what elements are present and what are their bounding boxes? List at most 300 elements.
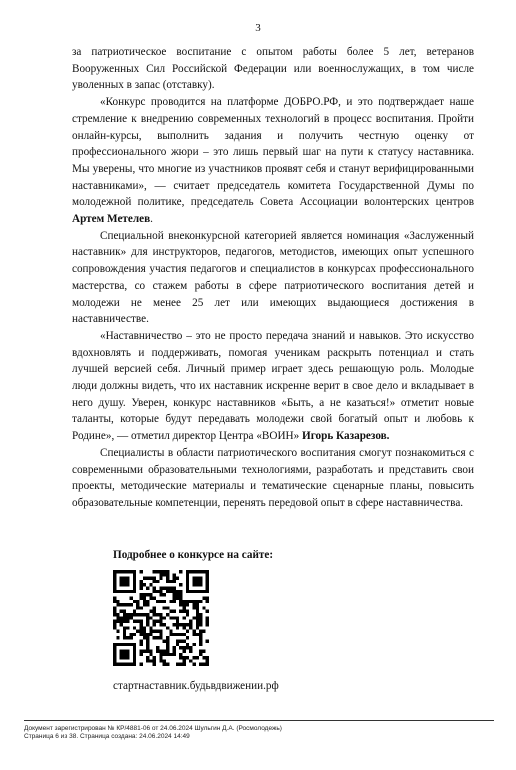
qr-module bbox=[120, 570, 123, 573]
qr-module bbox=[130, 643, 133, 646]
qr-module bbox=[179, 633, 182, 636]
qr-module bbox=[159, 633, 162, 636]
qr-module bbox=[199, 583, 202, 586]
qr-module bbox=[133, 659, 136, 662]
qr-module bbox=[183, 656, 186, 659]
qr-module bbox=[149, 626, 152, 629]
qr-module bbox=[196, 600, 199, 603]
qr-module bbox=[126, 653, 129, 656]
qr-module bbox=[116, 613, 119, 616]
qr-module bbox=[113, 613, 116, 616]
qr-module bbox=[199, 580, 202, 583]
qr-module bbox=[179, 583, 182, 586]
qr-module bbox=[123, 610, 126, 613]
footer-page-info-line: Страница 6 из 38. Страница создана: 24.06.2024 14:49 bbox=[24, 733, 190, 740]
qr-module bbox=[166, 590, 169, 593]
qr-module bbox=[176, 616, 179, 619]
qr-module bbox=[153, 620, 156, 623]
qr-module bbox=[133, 620, 136, 623]
qr-module bbox=[159, 623, 162, 626]
qr-module bbox=[123, 577, 126, 580]
qr-module bbox=[130, 663, 133, 666]
qr-module bbox=[192, 643, 195, 646]
qr-module bbox=[123, 643, 126, 646]
qr-module bbox=[186, 580, 189, 583]
qr-module bbox=[153, 659, 156, 662]
qr-module bbox=[189, 590, 192, 593]
qr-module bbox=[166, 573, 169, 576]
qr-module bbox=[173, 590, 176, 593]
qr-module bbox=[169, 587, 172, 590]
qr-module bbox=[189, 620, 192, 623]
qr-module bbox=[199, 577, 202, 580]
qr-module bbox=[166, 646, 169, 649]
qr-module bbox=[139, 570, 142, 573]
qr-module bbox=[156, 630, 159, 633]
qr-module bbox=[146, 646, 149, 649]
qr-module bbox=[202, 663, 205, 666]
qr-module bbox=[199, 590, 202, 593]
qr-module bbox=[183, 610, 186, 613]
qr-module bbox=[186, 583, 189, 586]
paragraph-3: Специальной внеконкурсной категорией является номинация «Заслуженный наставник» для инструкторов, педагогов, методистов, имеющих опыт успешного сопровождения участия педагогов и специалистов в конкурсах профессионального мастерства, со стажем работы в сфере патриотического воспитания детей и молодежи не менее 25 лет или имеющих выдающиеся достижения в наставничестве. bbox=[72, 229, 474, 326]
qr-module bbox=[173, 600, 176, 603]
qr-module bbox=[163, 649, 166, 652]
qr-module bbox=[176, 633, 179, 636]
qr-module bbox=[163, 600, 166, 603]
qr-module bbox=[123, 663, 126, 666]
qr-module bbox=[133, 600, 136, 603]
qr-module bbox=[113, 610, 116, 613]
qr-module bbox=[179, 656, 182, 659]
qr-module bbox=[130, 603, 133, 606]
qr-module bbox=[113, 626, 116, 629]
speaker-name-metelev: Артем Метелев bbox=[72, 213, 151, 226]
qr-module bbox=[173, 580, 176, 583]
qr-module bbox=[159, 653, 162, 656]
qr-module bbox=[139, 620, 142, 623]
qr-module bbox=[146, 613, 149, 616]
qr-module bbox=[163, 606, 166, 609]
qr-module bbox=[130, 596, 133, 599]
qr-module bbox=[126, 616, 129, 619]
qr-module bbox=[143, 649, 146, 652]
qr-module bbox=[113, 620, 116, 623]
qr-module bbox=[126, 580, 129, 583]
qr-module bbox=[120, 623, 123, 626]
qr-module bbox=[163, 640, 166, 643]
qr-module bbox=[113, 590, 116, 593]
qr-module bbox=[159, 577, 162, 580]
qr-module bbox=[199, 616, 202, 619]
qr-module bbox=[149, 633, 152, 636]
speaker-name-kazarezov: Игорь Казарезов. bbox=[302, 430, 390, 443]
qr-module bbox=[146, 600, 149, 603]
qr-module bbox=[116, 636, 119, 639]
qr-module bbox=[196, 590, 199, 593]
qr-module bbox=[183, 600, 186, 603]
qr-module bbox=[186, 646, 189, 649]
qr-module bbox=[146, 616, 149, 619]
qr-module bbox=[176, 620, 179, 623]
qr-module bbox=[173, 616, 176, 619]
qr-module bbox=[173, 573, 176, 576]
qr-module bbox=[149, 630, 152, 633]
qr-module bbox=[163, 570, 166, 573]
qr-module bbox=[113, 646, 116, 649]
qr-module bbox=[206, 616, 209, 619]
qr-module bbox=[123, 603, 126, 606]
qr-module bbox=[189, 649, 192, 652]
qr-module bbox=[153, 580, 156, 583]
qr-module bbox=[192, 577, 195, 580]
qr-module bbox=[149, 653, 152, 656]
qr-module bbox=[133, 583, 136, 586]
qr-module bbox=[123, 590, 126, 593]
qr-module bbox=[120, 603, 123, 606]
qr-module bbox=[126, 636, 129, 639]
qr-module bbox=[206, 623, 209, 626]
qr-module bbox=[136, 620, 139, 623]
qr-module bbox=[139, 593, 142, 596]
paragraph-2-end: . bbox=[150, 213, 153, 226]
qr-module bbox=[176, 590, 179, 593]
qr-module bbox=[159, 593, 162, 596]
qr-module bbox=[176, 663, 179, 666]
qr-module bbox=[179, 570, 182, 573]
qr-module bbox=[116, 600, 119, 603]
paragraph-4-text: «Наставничество – это не просто передача знаний и навыков. Это искусство вдохновлять и поддерживать, помогая ученикам раскрыть потенциал и стать лучшей версией себя. Личный пример играет здесь решающую роль. Молодые люди должны видеть, что их наставник искренне верит в свое дело и вкладывает в него душу. Уверен, конкурс наставников «Быть, а не казаться!» отметит новые таланты, которые будут передавать молодежи свой богатый опыт и любовь к Родине», — отметил директор Центра «ВОИН» bbox=[72, 329, 474, 443]
site-url-link[interactable]: стартнаставник.будьвдвижении.рф bbox=[113, 680, 279, 692]
qr-module bbox=[202, 570, 205, 573]
qr-module bbox=[186, 636, 189, 639]
qr-module bbox=[159, 630, 162, 633]
qr-module bbox=[159, 600, 162, 603]
more-info-heading: Подробнее о конкурсе на сайте: bbox=[113, 549, 274, 561]
qr-module bbox=[123, 613, 126, 616]
qr-module bbox=[149, 616, 152, 619]
qr-module bbox=[183, 623, 186, 626]
qr-module bbox=[179, 663, 182, 666]
qr-module bbox=[196, 626, 199, 629]
qr-module bbox=[143, 577, 146, 580]
qr-module bbox=[143, 600, 146, 603]
qr-module bbox=[199, 623, 202, 626]
qr-code[interactable] bbox=[113, 570, 209, 666]
qr-module bbox=[183, 633, 186, 636]
qr-module bbox=[113, 643, 116, 646]
qr-module bbox=[133, 587, 136, 590]
qr-module bbox=[169, 653, 172, 656]
qr-module bbox=[126, 583, 129, 586]
qr-module bbox=[133, 646, 136, 649]
qr-module bbox=[123, 626, 126, 629]
qr-module bbox=[133, 613, 136, 616]
qr-module bbox=[173, 577, 176, 580]
qr-module bbox=[199, 640, 202, 643]
qr-module bbox=[166, 587, 169, 590]
qr-module bbox=[139, 587, 142, 590]
qr-module bbox=[146, 603, 149, 606]
qr-module bbox=[206, 583, 209, 586]
qr-module bbox=[202, 590, 205, 593]
qr-module bbox=[130, 613, 133, 616]
qr-module bbox=[130, 633, 133, 636]
qr-module bbox=[139, 649, 142, 652]
qr-module bbox=[136, 606, 139, 609]
qr-module bbox=[159, 620, 162, 623]
qr-module bbox=[179, 600, 182, 603]
qr-module bbox=[176, 596, 179, 599]
qr-module bbox=[153, 577, 156, 580]
qr-module bbox=[116, 603, 119, 606]
footer-divider bbox=[24, 720, 494, 721]
qr-module bbox=[206, 573, 209, 576]
qr-module bbox=[173, 610, 176, 613]
qr-module bbox=[166, 570, 169, 573]
qr-module bbox=[139, 626, 142, 629]
qr-module bbox=[139, 640, 142, 643]
qr-module bbox=[133, 590, 136, 593]
qr-module bbox=[133, 573, 136, 576]
qr-module bbox=[166, 580, 169, 583]
qr-module bbox=[146, 640, 149, 643]
qr-module bbox=[206, 587, 209, 590]
qr-module bbox=[196, 610, 199, 613]
qr-module bbox=[149, 577, 152, 580]
qr-module bbox=[153, 610, 156, 613]
qr-module bbox=[189, 623, 192, 626]
qr-module bbox=[173, 646, 176, 649]
qr-module bbox=[133, 649, 136, 652]
qr-module bbox=[153, 606, 156, 609]
qr-module bbox=[149, 596, 152, 599]
qr-module bbox=[163, 653, 166, 656]
qr-module bbox=[189, 646, 192, 649]
qr-module bbox=[169, 600, 172, 603]
qr-module bbox=[196, 613, 199, 616]
qr-module bbox=[130, 570, 133, 573]
qr-module bbox=[120, 663, 123, 666]
qr-module bbox=[126, 643, 129, 646]
qr-module bbox=[179, 603, 182, 606]
qr-module bbox=[176, 640, 179, 643]
qr-module bbox=[146, 659, 149, 662]
qr-module bbox=[120, 643, 123, 646]
qr-module bbox=[153, 613, 156, 616]
qr-module bbox=[206, 600, 209, 603]
qr-module bbox=[139, 623, 142, 626]
qr-module bbox=[120, 649, 123, 652]
qr-module bbox=[166, 606, 169, 609]
qr-module bbox=[146, 633, 149, 636]
qr-module bbox=[179, 610, 182, 613]
qr-module bbox=[173, 649, 176, 652]
qr-module bbox=[192, 633, 195, 636]
qr-module bbox=[186, 613, 189, 616]
qr-module bbox=[206, 610, 209, 613]
qr-module bbox=[159, 649, 162, 652]
qr-module bbox=[133, 643, 136, 646]
paragraph-2-text: «Конкурс проводится на платформе ДОБРО.РФ, и это подтверждает наше стремление к внедрению современных технологий в процесс воспитания. Пройти онлайн-курсы, выполнить задания и получить честную оценку от профессионального жюри – это лишь первый шаг на пути к статусу наставника. Мы уверены, что многие из участников проявят себя и станут верифицированными наставниками», — считает председатель комитета Государственной Думы по молодежной политике, председатель Совета Ассоциации волонтерских центров bbox=[72, 96, 474, 209]
qr-module bbox=[126, 570, 129, 573]
qr-module bbox=[199, 663, 202, 666]
qr-module bbox=[163, 623, 166, 626]
qr-module bbox=[139, 583, 142, 586]
qr-module bbox=[173, 596, 176, 599]
qr-module bbox=[156, 646, 159, 649]
qr-module bbox=[159, 570, 162, 573]
qr-module bbox=[199, 633, 202, 636]
qr-module bbox=[196, 633, 199, 636]
qr-module bbox=[192, 663, 195, 666]
qr-module bbox=[202, 630, 205, 633]
qr-module bbox=[173, 593, 176, 596]
qr-module bbox=[123, 570, 126, 573]
qr-module bbox=[146, 593, 149, 596]
qr-module bbox=[192, 580, 195, 583]
qr-module bbox=[206, 620, 209, 623]
qr-module bbox=[199, 649, 202, 652]
qr-module bbox=[166, 653, 169, 656]
qr-module bbox=[176, 643, 179, 646]
qr-module bbox=[146, 577, 149, 580]
qr-module bbox=[179, 623, 182, 626]
qr-module bbox=[163, 616, 166, 619]
qr-module bbox=[199, 630, 202, 633]
qr-module bbox=[202, 606, 205, 609]
qr-module bbox=[192, 616, 195, 619]
qr-module bbox=[116, 590, 119, 593]
qr-module bbox=[166, 626, 169, 629]
qr-module bbox=[199, 653, 202, 656]
qr-module bbox=[183, 616, 186, 619]
qr-module bbox=[123, 656, 126, 659]
qr-module bbox=[126, 649, 129, 652]
qr-module bbox=[186, 600, 189, 603]
qr-module bbox=[123, 649, 126, 652]
qr-module bbox=[206, 590, 209, 593]
qr-module bbox=[196, 616, 199, 619]
qr-module bbox=[186, 610, 189, 613]
qr-module bbox=[166, 613, 169, 616]
qr-module bbox=[143, 630, 146, 633]
qr-module bbox=[196, 606, 199, 609]
qr-module bbox=[183, 626, 186, 629]
qr-module bbox=[166, 636, 169, 639]
qr-module bbox=[199, 600, 202, 603]
qr-module bbox=[146, 636, 149, 639]
qr-module bbox=[113, 587, 116, 590]
qr-module bbox=[173, 633, 176, 636]
qr-module bbox=[196, 623, 199, 626]
paragraph-2 bbox=[72, 94, 474, 228]
qr-module bbox=[156, 613, 159, 616]
paragraph-1: за патриотическое воспитание с опытом работы более 5 лет, ветеранов Вооруженных Сил Российской Федерации или военнослужащих, в том числе уволенных в запас (отставку). bbox=[72, 46, 474, 92]
qr-module bbox=[163, 573, 166, 576]
qr-module bbox=[136, 600, 139, 603]
qr-module bbox=[159, 656, 162, 659]
qr-module bbox=[206, 570, 209, 573]
qr-module bbox=[130, 590, 133, 593]
qr-module bbox=[186, 577, 189, 580]
qr-module bbox=[139, 630, 142, 633]
qr-module bbox=[169, 610, 172, 613]
qr-module bbox=[113, 659, 116, 662]
qr-module bbox=[173, 653, 176, 656]
qr-module bbox=[186, 573, 189, 576]
qr-module bbox=[179, 646, 182, 649]
qr-module bbox=[179, 596, 182, 599]
qr-module bbox=[183, 663, 186, 666]
qr-module bbox=[169, 616, 172, 619]
qr-module bbox=[116, 630, 119, 633]
qr-module bbox=[126, 663, 129, 666]
qr-module bbox=[113, 570, 116, 573]
qr-module bbox=[120, 590, 123, 593]
qr-module bbox=[156, 590, 159, 593]
qr-module bbox=[149, 659, 152, 662]
qr-module bbox=[146, 643, 149, 646]
qr-module bbox=[159, 587, 162, 590]
qr-module bbox=[116, 570, 119, 573]
qr-module bbox=[120, 577, 123, 580]
qr-module bbox=[120, 620, 123, 623]
qr-module bbox=[159, 636, 162, 639]
qr-module bbox=[196, 583, 199, 586]
qr-module bbox=[139, 606, 142, 609]
qr-module bbox=[113, 596, 116, 599]
qr-module bbox=[133, 656, 136, 659]
qr-module bbox=[196, 570, 199, 573]
qr-module bbox=[206, 659, 209, 662]
qr-module bbox=[156, 580, 159, 583]
qr-module bbox=[156, 600, 159, 603]
qr-module bbox=[166, 643, 169, 646]
qr-module bbox=[126, 577, 129, 580]
qr-module bbox=[123, 653, 126, 656]
qr-module bbox=[179, 593, 182, 596]
qr-module bbox=[192, 606, 195, 609]
qr-module bbox=[123, 630, 126, 633]
qr-module bbox=[186, 643, 189, 646]
qr-module bbox=[183, 649, 186, 652]
qr-module bbox=[173, 587, 176, 590]
qr-module bbox=[143, 596, 146, 599]
qr-module bbox=[133, 570, 136, 573]
registration-footer bbox=[24, 725, 282, 741]
qr-module bbox=[133, 577, 136, 580]
qr-module bbox=[113, 600, 116, 603]
qr-module bbox=[149, 649, 152, 652]
qr-module bbox=[136, 630, 139, 633]
qr-module bbox=[139, 643, 142, 646]
qr-module bbox=[163, 587, 166, 590]
qr-module bbox=[199, 643, 202, 646]
qr-module bbox=[153, 636, 156, 639]
qr-module bbox=[153, 630, 156, 633]
qr-module bbox=[202, 596, 205, 599]
qr-module bbox=[153, 663, 156, 666]
qr-module bbox=[143, 636, 146, 639]
page-number: 3 bbox=[255, 22, 261, 34]
qr-module bbox=[116, 643, 119, 646]
qr-module bbox=[199, 620, 202, 623]
qr-module bbox=[123, 616, 126, 619]
qr-module bbox=[139, 596, 142, 599]
qr-module bbox=[202, 656, 205, 659]
qr-module bbox=[113, 573, 116, 576]
